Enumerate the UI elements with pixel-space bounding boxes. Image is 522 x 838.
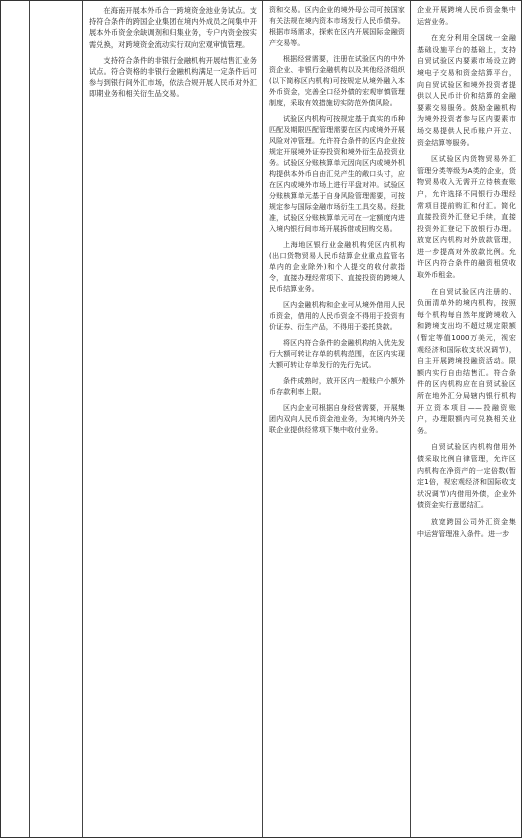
paragraph: 企业开展跨境人民币资金集中运营业务。	[417, 6, 516, 26]
paragraph: 上海地区银行业金融机构凭区内机构(出口货物贸易人民币结算企业重点监管名单内的企业除外)和个人提交的收付款指令，直接办理经常项下、直接投资的跨境人民币结算业务。	[269, 241, 405, 293]
paragraph: 放宽跨国公司外汇资金集中运营管理准入条件。进一步	[417, 517, 516, 538]
paragraph: 资和交易。区内企业的境外母公司可按国家有关法规在境内资本市场发行人民币债券。根据市场需求，探索在区内开展国际金融资产交易等。	[269, 6, 405, 47]
empty-column-1	[1, 1, 30, 837]
text-column-forex	[411, 1, 521, 837]
text-column-shanghai	[263, 1, 411, 837]
paragraph: 区试验区内货物贸易外汇管理分类等级为A类的企业，货物贸易收入无需开立待核查账户，允许选择不同银行办理经常项目提前购汇和付汇。简化直接投资外汇登记手续，直接投资外汇登记下放银行办理。放宽区内机构对外放款管理，进一步提高对外放款比例。允许区内符合条件的融资租赁收取外币租金。	[417, 155, 516, 280]
paragraph: 在充分利用全国统一金融基础设施平台的基础上，支持自贸试验区内要素市场设立跨境电子交易和资金结算平台，向自贸试验区和境外投资者提供以人民币计价和结算的金融要素交易服务。鼓励金融机构为境外投资者参与区内要素市场交易提供人民币账户开立、资金结算等服务。	[417, 34, 516, 147]
paragraph: 试验区内机构可按规定基于真实的币种匹配及期限匹配管理需要在区内或境外开展风险对冲管理。允许符合条件的区内企业按规定开展境外证券投资和境外衍生品投资业务。试验区分账核算单元因向区内或境外机构提供本外币自由汇兑产生的敞口头寸，应在区内或境外市场上进行平盘对冲。试验区分账核算单元基于自身风险管理需要，可按规定参与国际金融市场衍生工具交易。经批准，试验区分账核算单元可在一定额度内进入境内银行间市场开展拆借或回购交易。	[269, 115, 405, 233]
paragraph: 支持符合条件的非银行金融机构开展结售汇业务试点。符合资格的非银行金融机构满足一定条件后可参与到银行间外汇市场，依法合规开展人民币对外汇即期业务和相关衍生品交易。	[89, 55, 257, 99]
paragraph: 条件成熟时，放开区内一般账户小额外币存款利率上限。	[269, 377, 405, 396]
paragraph: 将区内符合条件的金融机构纳入优先发行大额可转让存单的机构范围，在区内实现大额可转让存单发行的先行先试。	[269, 339, 405, 369]
paragraph: 在自贸试验区内注册的、负面清单外的境内机构，按照每个机构每自然年度跨境收入和跨境支出均不超过规定限额(暂定等值1000万美元，视宏观经济和国际收支状况调节)，自主开展跨境投融资活动。限额内实行自由结售汇。符合条件的区内机构应在自贸试验区所在地外汇分局辖内银行机构开立资本项目——投融资账户，办理限额内可兑换相关业务。	[417, 287, 516, 435]
paragraph: 区内企业可根据自身经营需要，开展集团内双向人民币资金池业务，为其境内外关联企业提供经常项下集中收付业务。	[269, 404, 405, 434]
paragraph: 自贸试验区内机构借用外债采取比例自律管理，允许区内机构在净资产的一定倍数(暂定1倍，视宏观经济和国际收支状况调节)内借用外债，企业外债资金实行意愿结汇。	[417, 443, 516, 510]
text-column-hainan	[83, 1, 263, 837]
paragraph: 根据经营需要，注册在试验区内的中外资企业、非银行金融机构以及其他经济组织(以下简称区内机构)可按规定从境外融入本外币资金，完善全口径外债的宏观审慎管理制度，采取有效措施切实防范外债风险。	[269, 55, 405, 107]
paragraph: 区内金融机构和企业可从境外借用人民币资金，借用的人民币资金不得用于投资有价证券、衍生产品，不得用于委托贷款。	[269, 301, 405, 331]
empty-column-2	[30, 1, 83, 837]
paragraph: 在海南开展本外币合一跨境资金池业务试点。支持符合条件的跨国企业集团在境内外成员之间集中开展本外币资金余缺调剂和归集业务，专户内资金按实需兑换，对跨境资金流动实行双向宏观审慎管理。	[89, 6, 257, 49]
